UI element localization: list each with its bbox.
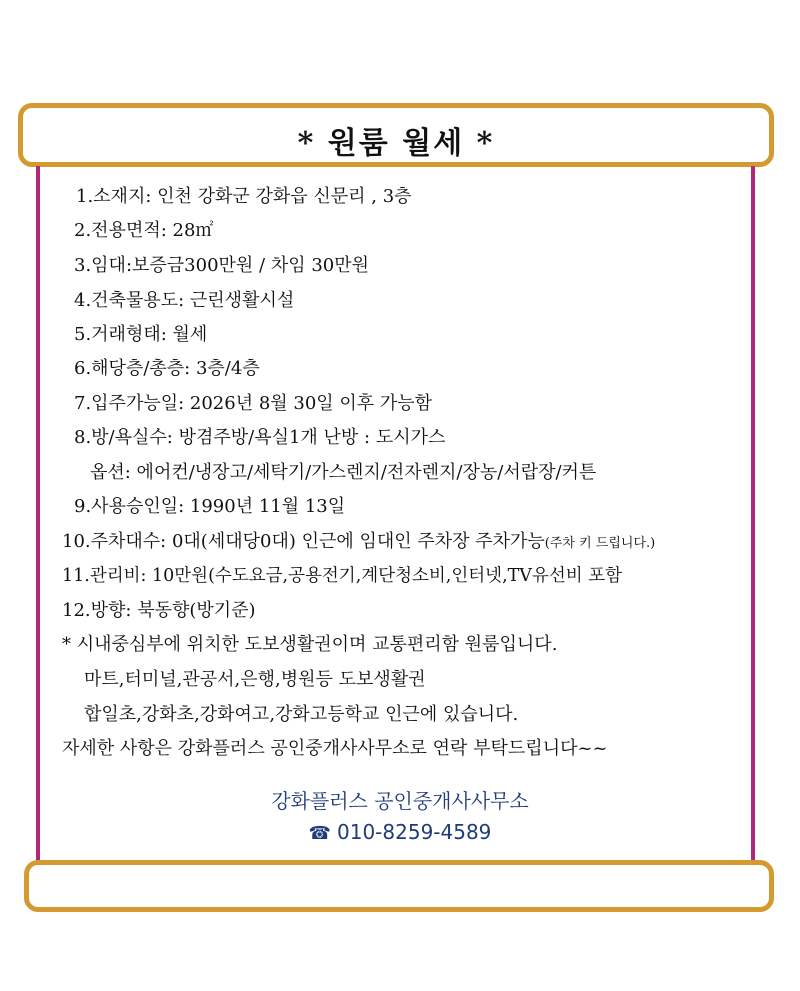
detail-area: 2.전용면적: 28㎡ (74, 220, 214, 241)
detail-maintenance-fee: 11.관리비: 10만원(수도요금,공용전기,계단청소비,인터넷,TV유선비 포함 (62, 566, 623, 586)
detail-parking (62, 530, 655, 556)
detail-location: 1.소재지: 인천 강화군 강화읍 신문리 , 3층 (76, 186, 412, 207)
detail-options: 옵션: 에어컨/냉장고/세탁기/가스렌지/전자렌지/장농/서랍장/커튼 (90, 462, 597, 483)
note-schools: 합일초,강화초,강화여고,강화고등학교 인근에 있습니다. (84, 704, 519, 725)
detail-move-in: 7.입주가능일: 2026년 8월 30일 이후 가능함 (74, 393, 433, 414)
detail-rent: 3.임대:보증금300만원 / 차임 30만원 (74, 255, 369, 276)
parking-main: 10.주차대수: 0대(세대당0대) 인근에 임대인 주차장 주차가능 (62, 531, 545, 552)
detail-floor: 6.해당층/총층: 3층/4층 (74, 358, 260, 379)
detail-approval-date: 9.사용승인일: 1990년 11월 13일 (74, 496, 346, 517)
bottom-banner (24, 860, 774, 912)
phone-number: 010-8259-4589 (337, 820, 492, 844)
detail-building-use: 4.건축물용도: 근린생활시설 (74, 290, 295, 311)
detail-deal-type: 5.거래형태: 월세 (74, 324, 208, 345)
note-facilities: 마트,터미널,관공서,은행,병원등 도보생활권 (84, 669, 426, 690)
parking-note: (주차 키 드립니다.) (544, 536, 656, 551)
office-name: 강화플러스 공인중개사사무소 (271, 789, 529, 813)
office-phone (0, 820, 800, 844)
detail-direction: 12.방향: 북동향(방기준) (62, 600, 256, 621)
note-location: * 시내중심부에 위치한 도보생활권이며 교통편리함 원룸입니다. (62, 634, 558, 655)
page-title: * 원룸 월세 * (297, 126, 495, 161)
title-banner (18, 103, 774, 167)
note-contact: 자세한 사항은 강화플러스 공인중개사사무소로 연락 부탁드립니다~~ (62, 738, 608, 759)
phone-icon: ☎ (308, 823, 331, 844)
detail-rooms: 8.방/욕실수: 방겸주방/욕실1개 난방 : 도시가스 (74, 427, 446, 448)
